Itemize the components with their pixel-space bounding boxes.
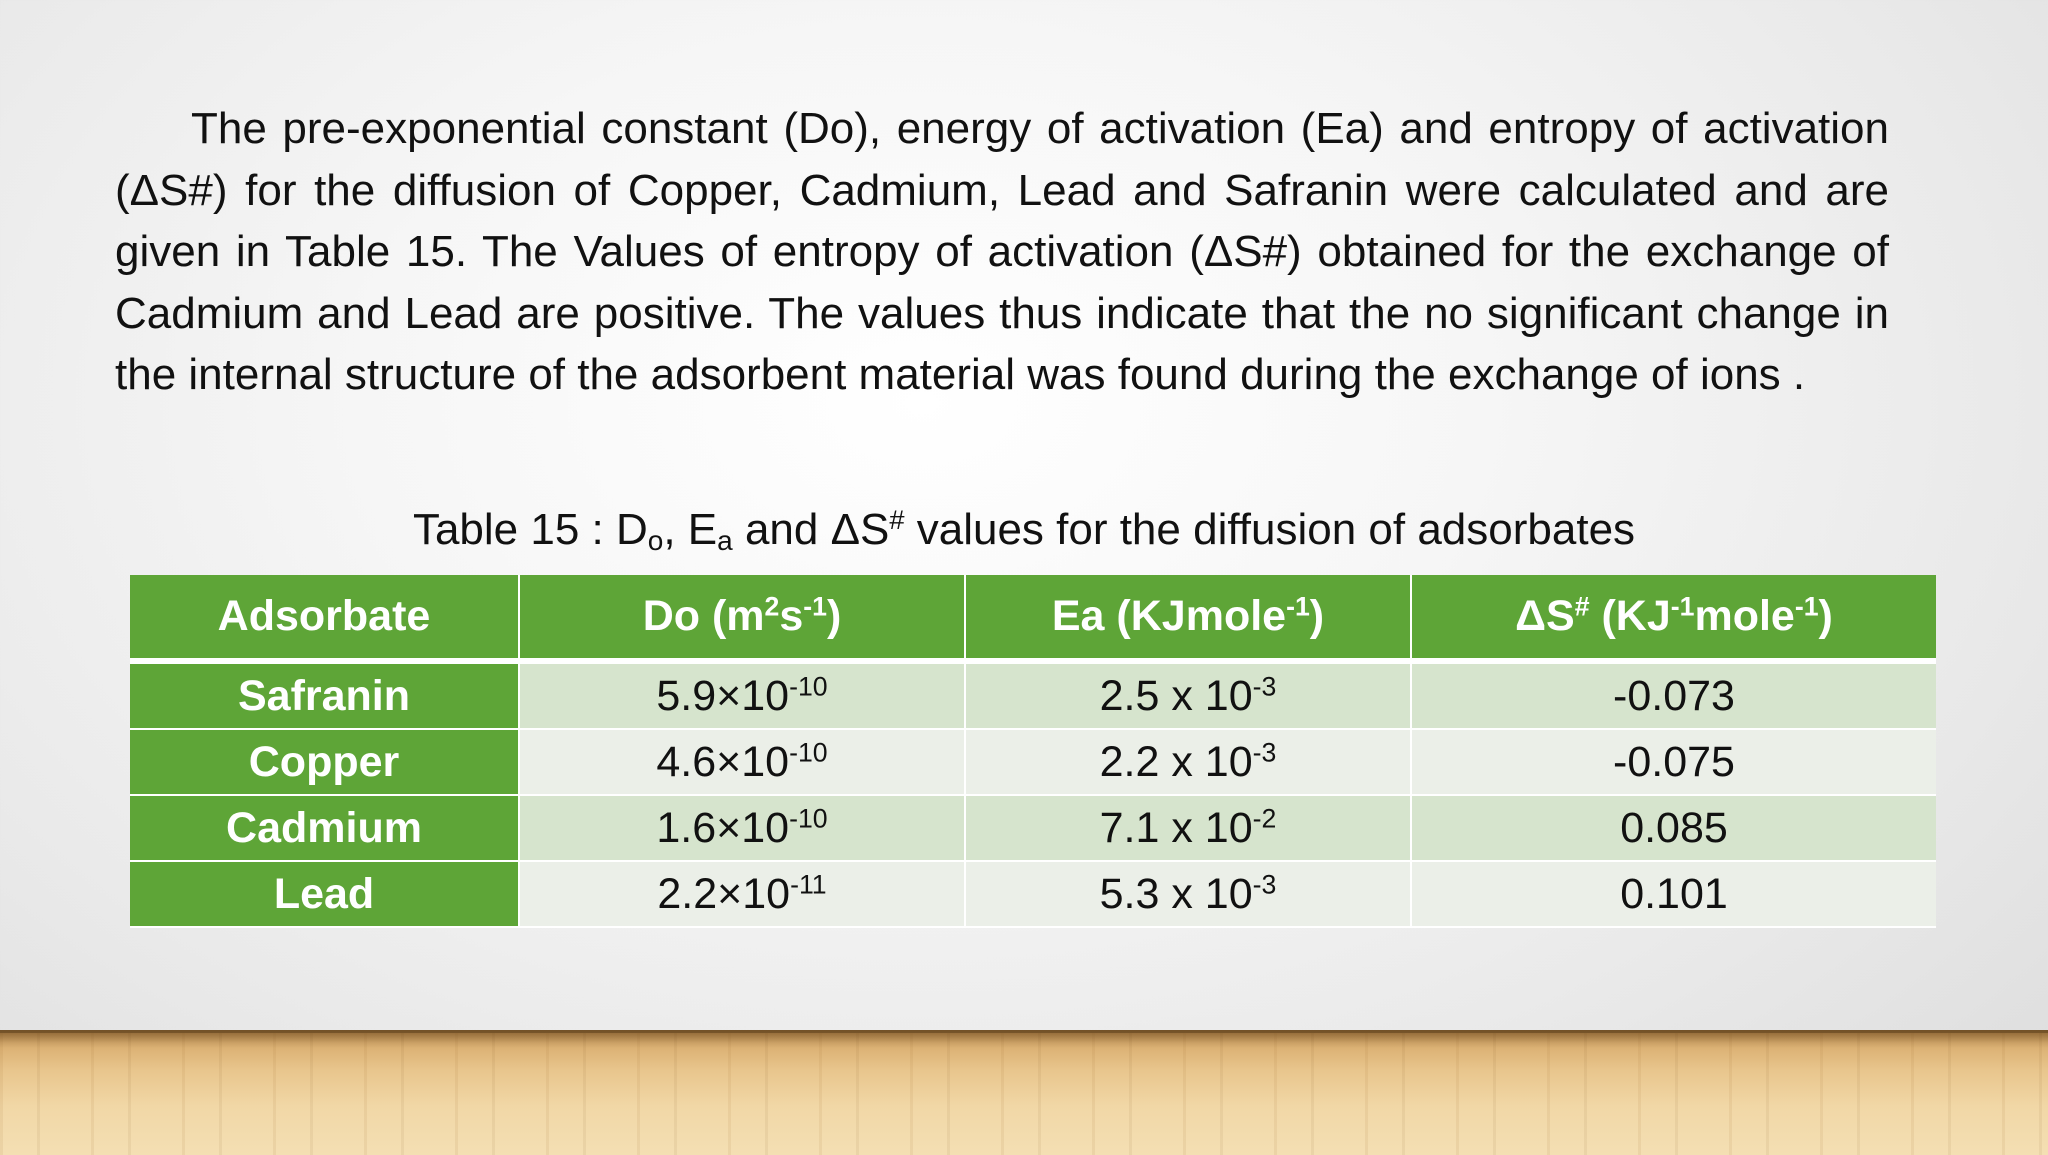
header-do: Do $(m^2s^{-1})$ xyxy=(519,575,965,661)
cell-do: $5.9\times 10^{-10}$ xyxy=(519,661,965,729)
cell-adsorbate: Safranin xyxy=(130,661,519,729)
table-header-row xyxy=(130,575,1936,661)
cell-adsorbate: Copper xyxy=(130,729,519,795)
table-row xyxy=(130,729,1936,795)
caption-text: , E xyxy=(663,505,718,554)
cell-ea: 7.1 x $10^{-2}$ xyxy=(965,795,1411,861)
table-row xyxy=(130,795,1936,861)
wood-floor-background xyxy=(0,1030,2048,1155)
header-delta-s: ΔS# $(KJ^{-1}mole^{-1})$ xyxy=(1411,575,1936,661)
caption-text: Table 15 : D xyxy=(412,505,648,554)
cell-ea: 2.2 x $10^{-3}$ xyxy=(965,729,1411,795)
cell-do: $4.6\times 10^{-10}$ xyxy=(519,729,965,795)
body-paragraph: The pre-exponential constant (Do), energy of activation (Ea) and entropy of activation (ΔS#) for the diffusion of Copper, Cadmium, Lead and Safranin were calculated and are given in Table 15. The Values of entropy of activation (ΔS#) obtained for the exchange of Cadmium and Lead are positive. The values thus indicate that the no significant change in the internal structure of the adsorbent material was found during the exchange of ions . xyxy=(115,104,1889,399)
cell-adsorbate: Cadmium xyxy=(130,795,519,861)
diffusion-table xyxy=(130,575,1936,928)
floor-shadow xyxy=(0,1030,2048,1048)
caption-subscript-o: o xyxy=(647,525,664,556)
table-caption xyxy=(0,502,2048,558)
caption-subscript-a: a xyxy=(717,525,733,556)
cell-delta-s: 0.101 xyxy=(1411,861,1936,927)
cell-adsorbate: Lead xyxy=(130,861,519,927)
caption-superscript-hash: # xyxy=(889,504,905,535)
table-row xyxy=(130,861,1936,927)
table-row xyxy=(130,661,1936,729)
header-ea: Ea (KJmole$^{-1}$) xyxy=(965,575,1411,661)
cell-delta-s: -0.075 xyxy=(1411,729,1936,795)
caption-text: and ΔS xyxy=(732,505,890,554)
cell-delta-s: 0.085 xyxy=(1411,795,1936,861)
cell-do: $2.2\times 10^{-11}$ xyxy=(519,861,965,927)
cell-do: $1.6\times 10^{-10}$ xyxy=(519,795,965,861)
header-adsorbate: Adsorbate xyxy=(130,575,519,661)
caption-text: values for the diffusion of adsorbates xyxy=(904,505,1636,554)
cell-ea: 2.5 x $10^{-3}$ xyxy=(965,661,1411,729)
cell-ea: 5.3 x $10^{-3}$ xyxy=(965,861,1411,927)
cell-delta-s: -0.073 xyxy=(1411,661,1936,729)
